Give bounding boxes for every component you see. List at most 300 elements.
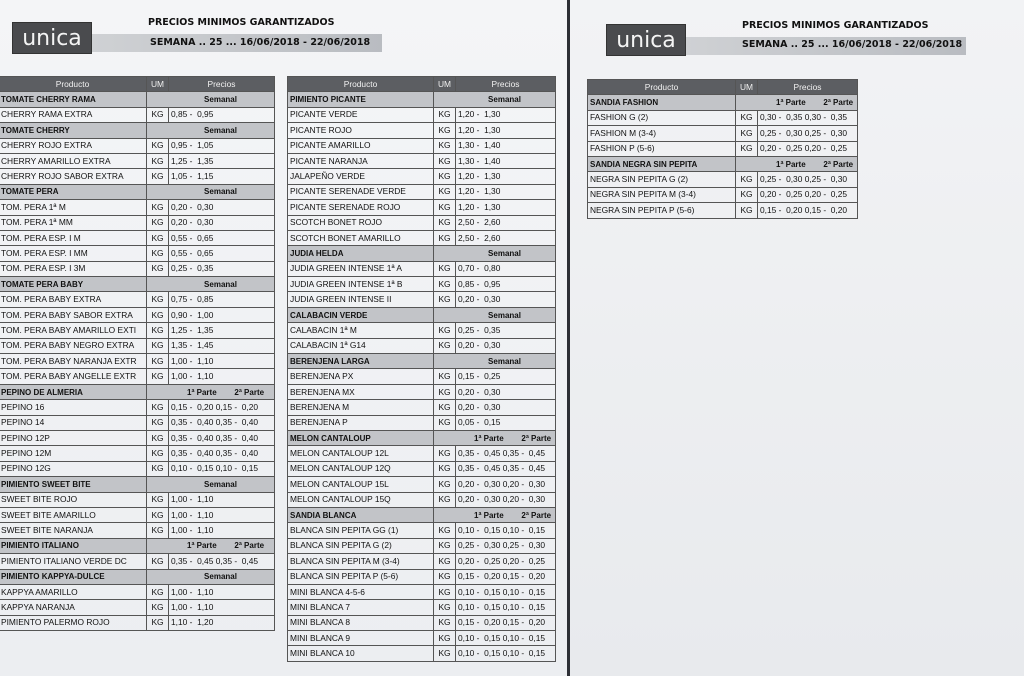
product-name: MELON CANTALOUP 12Q	[288, 461, 434, 476]
product-name: FASHION P (5-6)	[588, 141, 736, 156]
table-row	[288, 523, 556, 538]
table-row	[288, 107, 556, 122]
product-name: CALABACIN 1ª M	[288, 323, 434, 338]
section-label: Semanal	[147, 569, 275, 584]
product-name: MINI BLANCA 4-5-6	[288, 584, 434, 599]
product-name: SWEET BITE ROJO	[0, 492, 147, 507]
unit: KG	[434, 261, 456, 276]
price-range: 0,20 - 0,30	[169, 200, 275, 215]
product-name: BERENJENA MX	[288, 384, 434, 399]
product-name: JUDIA GREEN INTENSE 1ª A	[288, 261, 434, 276]
unit: KG	[147, 153, 169, 168]
product-name: BERENJENA P	[288, 415, 434, 430]
product-name: PICANTE AMARILLO	[288, 138, 434, 153]
section-label: 1ª Parte 2ª Parte	[147, 538, 275, 553]
product-name: MINI BLANCA 10	[288, 646, 434, 661]
product-name: JUDIA GREEN INTENSE II	[288, 292, 434, 307]
table-row	[288, 323, 556, 338]
unit: KG	[434, 461, 456, 476]
price-range: 0,20 - 0,30 0,20 - 0,30	[456, 492, 556, 507]
section-label: Semanal	[147, 477, 275, 492]
column-header-producto: Producto	[0, 77, 147, 92]
table-row	[0, 323, 275, 338]
price-range: 2,50 - 2,60	[456, 230, 556, 245]
price-range: 0,30 - 0,35 0,30 - 0,35	[758, 110, 858, 125]
product-name: MELON CANTALOUP 12L	[288, 446, 434, 461]
unit: KG	[147, 200, 169, 215]
table-row	[0, 430, 275, 445]
table-row	[0, 369, 275, 384]
table-row	[288, 200, 556, 215]
table-row	[0, 246, 275, 261]
price-range: 0,75 - 0,85	[169, 292, 275, 307]
price-range: 0,35 - 0,40 0,35 - 0,40	[169, 446, 275, 461]
price-range: 0,10 - 0,15 0,10 - 0,15	[456, 600, 556, 615]
unit: KG	[147, 507, 169, 522]
price-range: 1,00 - 1,10	[169, 354, 275, 369]
section-name: PIMIENTO ITALIANO	[0, 538, 147, 553]
product-name: MELON CANTALOUP 15Q	[288, 492, 434, 507]
section-header-row	[288, 246, 556, 261]
table-row	[288, 277, 556, 292]
unit: KG	[736, 187, 758, 202]
product-name: TOM. PERA 1ª MM	[0, 215, 147, 230]
table-row	[288, 461, 556, 476]
table-row	[0, 600, 275, 615]
unit: KG	[434, 277, 456, 292]
table-row	[288, 554, 556, 569]
product-name: PICANTE SERENADE VERDE	[288, 184, 434, 199]
unit: KG	[434, 200, 456, 215]
product-name: BERENJENA M	[288, 400, 434, 415]
table-row	[288, 400, 556, 415]
section-header-row	[0, 92, 275, 107]
price-range: 0,25 - 0,30 0,25 - 0,30	[456, 538, 556, 553]
section-name: PIMIENTO PICANTE	[288, 92, 434, 107]
column-header-um: UM	[147, 77, 169, 92]
unit: KG	[736, 203, 758, 218]
product-name: CHERRY ROJO EXTRA	[0, 138, 147, 153]
price-range: 1,30 - 1,40	[456, 153, 556, 168]
table-row	[288, 538, 556, 553]
unit: KG	[434, 215, 456, 230]
week-range: SEMANA .. 25 ... 16/06/2018 - 22/06/2018	[742, 39, 963, 50]
table-row	[0, 492, 275, 507]
price-range: 1,00 - 1,10	[169, 584, 275, 599]
unit: KG	[147, 246, 169, 261]
section-name: PIMIENTO KAPPYA-DULCE	[0, 569, 147, 584]
table-row	[288, 215, 556, 230]
unit: KG	[434, 230, 456, 245]
sheet-title: PRECIOS MINIMOS GARANTIZADOS	[148, 17, 335, 28]
unit: KG	[147, 430, 169, 445]
price-range: 0,35 - 0,45 0,35 - 0,45	[169, 554, 275, 569]
section-label: Semanal	[147, 277, 275, 292]
product-name: KAPPYA AMARILLO	[0, 584, 147, 599]
unit: KG	[434, 138, 456, 153]
price-table-3	[587, 79, 858, 219]
unit: KG	[434, 569, 456, 584]
table-row	[0, 461, 275, 476]
product-name: BLANCA SIN PEPITA G (2)	[288, 538, 434, 553]
price-range: 1,00 - 1,10	[169, 507, 275, 522]
table-row	[0, 415, 275, 430]
table-row	[288, 169, 556, 184]
price-range: 1,20 - 1,30	[456, 184, 556, 199]
table-row	[0, 200, 275, 215]
section-name: PIMIENTO SWEET BITE	[0, 477, 147, 492]
price-range: 0,10 - 0,15 0,10 - 0,15	[456, 646, 556, 661]
unit: KG	[147, 169, 169, 184]
product-name: CALABACIN 1ª G14	[288, 338, 434, 353]
section-name: BERENJENA LARGA	[288, 354, 434, 369]
product-name: MELON CANTALOUP 15L	[288, 477, 434, 492]
unit: KG	[434, 600, 456, 615]
product-name: KAPPYA NARANJA	[0, 600, 147, 615]
table-row	[288, 415, 556, 430]
section-header-row	[0, 538, 275, 553]
table-row	[588, 187, 858, 202]
unit: KG	[147, 230, 169, 245]
product-name: TOM. PERA ESP. I 3M	[0, 261, 147, 276]
price-range: 0,90 - 1,00	[169, 307, 275, 322]
column-header-precios: Precios	[456, 77, 556, 92]
price-range: 0,05 - 0,15	[456, 415, 556, 430]
section-header-row	[0, 477, 275, 492]
column-header-producto: Producto	[288, 77, 434, 92]
table-row	[588, 203, 858, 218]
table-row	[288, 138, 556, 153]
section-label: Semanal	[434, 307, 556, 322]
price-range: 0,20 - 0,25 0,20 - 0,25	[758, 187, 858, 202]
product-name: CHERRY ROJO SABOR EXTRA	[0, 169, 147, 184]
section-name: SANDIA NEGRA SIN PEPITA	[588, 156, 736, 171]
product-name: BLANCA SIN PEPITA M (3-4)	[288, 554, 434, 569]
price-range: 0,15 - 0,20 0,15 - 0,20	[456, 615, 556, 630]
table-row	[288, 153, 556, 168]
price-sheet-page-2	[570, 0, 1024, 676]
unit: KG	[147, 554, 169, 569]
price-range: 0,85 - 0,95	[169, 107, 275, 122]
table-row	[0, 292, 275, 307]
table-row	[288, 646, 556, 661]
unit: KG	[434, 446, 456, 461]
price-range: 0,20 - 0,30	[456, 292, 556, 307]
product-name: FASHION G (2)	[588, 110, 736, 125]
section-label: Semanal	[434, 354, 556, 369]
table-row	[0, 215, 275, 230]
price-range: 0,20 - 0,30	[456, 338, 556, 353]
product-name: PEPINO 12M	[0, 446, 147, 461]
column-header-producto: Producto	[588, 80, 736, 95]
section-label: 1ª Parte 2ª Parte	[434, 430, 556, 445]
table-row	[0, 446, 275, 461]
unit: KG	[147, 600, 169, 615]
unit: KG	[147, 400, 169, 415]
unit: KG	[434, 369, 456, 384]
price-range: 1,05 - 1,15	[169, 169, 275, 184]
unit: KG	[434, 477, 456, 492]
section-header-row	[288, 507, 556, 522]
product-name: MINI BLANCA 8	[288, 615, 434, 630]
unit: KG	[434, 554, 456, 569]
table-row	[0, 554, 275, 569]
price-range: 0,20 - 0,30	[169, 215, 275, 230]
table-row	[288, 477, 556, 492]
product-name: PICANTE ROJO	[288, 123, 434, 138]
product-name: TOM. PERA BABY ANGELLE EXTR	[0, 369, 147, 384]
section-label: 1ª Parte 2ª Parte	[434, 507, 556, 522]
price-range: 0,10 - 0,15 0,10 - 0,15	[456, 584, 556, 599]
product-name: TOM. PERA 1ª M	[0, 200, 147, 215]
price-range: 0,10 - 0,15 0,10 - 0,15	[456, 523, 556, 538]
product-name: NEGRA SIN PEPITA P (5-6)	[588, 203, 736, 218]
product-name: TOM. PERA BABY EXTRA	[0, 292, 147, 307]
price-range: 1,00 - 1,10	[169, 600, 275, 615]
section-name: TOMATE CHERRY RAMA	[0, 92, 147, 107]
price-table-1	[0, 76, 275, 631]
price-range: 0,35 - 0,45 0,35 - 0,45	[456, 461, 556, 476]
price-range: 0,95 - 1,05	[169, 138, 275, 153]
unit: KG	[434, 123, 456, 138]
section-header-row	[0, 384, 275, 399]
unit: KG	[434, 169, 456, 184]
price-range: 1,30 - 1,40	[456, 138, 556, 153]
unit: KG	[147, 338, 169, 353]
column-header-um: UM	[736, 80, 758, 95]
product-name: CHERRY AMARILLO EXTRA	[0, 153, 147, 168]
unit: KG	[147, 307, 169, 322]
table-row	[0, 307, 275, 322]
unit: KG	[434, 323, 456, 338]
unica-logo: unica	[606, 24, 686, 56]
product-name: TOM. PERA BABY SABOR EXTRA	[0, 307, 147, 322]
unit: KG	[434, 292, 456, 307]
product-name: BERENJENA PX	[288, 369, 434, 384]
section-name: TOMATE PERA BABY	[0, 277, 147, 292]
section-name: CALABACIN VERDE	[288, 307, 434, 322]
table-row	[0, 138, 275, 153]
price-range: 0,25 - 0,30 0,25 - 0,30	[758, 172, 858, 187]
product-name: PIMIENTO PALERMO ROJO	[0, 615, 147, 630]
product-name: TOM. PERA BABY NEGRO EXTRA	[0, 338, 147, 353]
unit: KG	[147, 415, 169, 430]
price-range: 1,20 - 1,30	[456, 107, 556, 122]
product-name: BLANCA SIN PEPITA P (5-6)	[288, 569, 434, 584]
section-label: 1ª Parte 2ª Parte	[147, 384, 275, 399]
table-row	[0, 261, 275, 276]
price-range: 1,00 - 1,10	[169, 523, 275, 538]
unit: KG	[434, 584, 456, 599]
table-row	[288, 261, 556, 276]
table-row	[0, 615, 275, 630]
table-row	[288, 123, 556, 138]
section-name: SANDIA BLANCA	[288, 507, 434, 522]
table-row	[0, 107, 275, 122]
table-row	[288, 569, 556, 584]
unit: KG	[434, 415, 456, 430]
unit: KG	[434, 523, 456, 538]
price-range: 0,20 - 0,25 0,20 - 0,25	[758, 141, 858, 156]
price-range: 1,25 - 1,35	[169, 153, 275, 168]
table-row	[588, 126, 858, 141]
price-range: 0,20 - 0,30	[456, 400, 556, 415]
section-label: Semanal	[434, 92, 556, 107]
price-range: 0,35 - 0,40 0,35 - 0,40	[169, 415, 275, 430]
product-name: PICANTE SERENADE ROJO	[288, 200, 434, 215]
price-range: 1,20 - 1,30	[456, 123, 556, 138]
section-label: Semanal	[434, 246, 556, 261]
unit: KG	[434, 492, 456, 507]
table-row	[0, 354, 275, 369]
unit: KG	[147, 261, 169, 276]
product-name: PEPINO 16	[0, 400, 147, 415]
unit: KG	[147, 107, 169, 122]
price-range: 0,35 - 0,45 0,35 - 0,45	[456, 446, 556, 461]
table-header-row	[588, 80, 858, 95]
product-name: PICANTE NARANJA	[288, 153, 434, 168]
section-name: SANDIA FASHION	[588, 95, 736, 110]
price-range: 0,15 - 0,25	[456, 369, 556, 384]
price-range: 0,25 - 0,35	[456, 323, 556, 338]
section-name: MELON CANTALOUP	[288, 430, 434, 445]
unit: KG	[434, 615, 456, 630]
price-range: 0,20 - 0,30	[456, 384, 556, 399]
section-name: TOMATE CHERRY	[0, 123, 147, 138]
unit: KG	[147, 292, 169, 307]
product-name: PEPINO 14	[0, 415, 147, 430]
table-row	[0, 584, 275, 599]
table-row	[288, 384, 556, 399]
unit: KG	[147, 523, 169, 538]
product-name: BLANCA SIN PEPITA GG (1)	[288, 523, 434, 538]
unit: KG	[434, 631, 456, 646]
product-name: PEPINO 12P	[0, 430, 147, 445]
unit: KG	[147, 492, 169, 507]
product-name: TOM. PERA BABY NARANJA EXTR	[0, 354, 147, 369]
table-row	[288, 492, 556, 507]
table-row	[288, 631, 556, 646]
section-label: 1ª Parte 2ª Parte	[736, 156, 858, 171]
table-row	[588, 110, 858, 125]
unit: KG	[736, 172, 758, 187]
price-range: 0,20 - 0,30 0,20 - 0,30	[456, 477, 556, 492]
table-row	[288, 615, 556, 630]
unit: KG	[147, 369, 169, 384]
column-header-um: UM	[434, 77, 456, 92]
table-row	[0, 523, 275, 538]
unit: KG	[434, 646, 456, 661]
unit: KG	[736, 110, 758, 125]
unit: KG	[434, 153, 456, 168]
unit: KG	[434, 107, 456, 122]
section-header-row	[0, 277, 275, 292]
price-range: 0,15 - 0,20 0,15 - 0,20	[169, 400, 275, 415]
section-header-row	[0, 123, 275, 138]
section-header-row	[588, 156, 858, 171]
table-row	[0, 400, 275, 415]
unit: KG	[434, 184, 456, 199]
product-name: PIMIENTO ITALIANO VERDE DC	[0, 554, 147, 569]
table-header-row	[288, 77, 556, 92]
product-name: JALAPEÑO VERDE	[288, 169, 434, 184]
unit: KG	[147, 584, 169, 599]
unit: KG	[434, 400, 456, 415]
table-row	[288, 369, 556, 384]
price-range: 0,25 - 0,35	[169, 261, 275, 276]
table-row	[288, 446, 556, 461]
section-header-row	[288, 354, 556, 369]
table-row	[0, 338, 275, 353]
price-range: 1,10 - 1,20	[169, 615, 275, 630]
product-name: MINI BLANCA 7	[288, 600, 434, 615]
table-row	[288, 292, 556, 307]
unit: KG	[147, 323, 169, 338]
price-range: 0,15 - 0,20 0,15 - 0,20	[456, 569, 556, 584]
table-header-row	[0, 77, 275, 92]
unit: KG	[147, 215, 169, 230]
price-range: 1,25 - 1,35	[169, 323, 275, 338]
section-label: Semanal	[147, 184, 275, 199]
column-header-precios: Precios	[758, 80, 858, 95]
product-name: SWEET BITE AMARILLO	[0, 507, 147, 522]
price-range: 0,85 - 0,95	[456, 277, 556, 292]
price-range: 0,55 - 0,65	[169, 230, 275, 245]
unica-logo: unica	[12, 22, 92, 54]
table-row	[0, 169, 275, 184]
table-row	[588, 172, 858, 187]
product-name: TOM. PERA BABY AMARILLO EXTI	[0, 323, 147, 338]
table-row	[288, 600, 556, 615]
product-name: TOM. PERA ESP. I M	[0, 230, 147, 245]
section-name: JUDIA HELDA	[288, 246, 434, 261]
product-name: PEPINO 12G	[0, 461, 147, 476]
table-row	[0, 230, 275, 245]
price-table-2	[287, 76, 556, 662]
product-name: NEGRA SIN PEPITA M (3-4)	[588, 187, 736, 202]
unit: KG	[736, 126, 758, 141]
price-range: 0,55 - 0,65	[169, 246, 275, 261]
price-range: 2,50 - 2,60	[456, 215, 556, 230]
section-name: PEPINO DE ALMERIA	[0, 384, 147, 399]
table-row	[0, 507, 275, 522]
unit: KG	[736, 141, 758, 156]
section-name: TOMATE PERA	[0, 184, 147, 199]
price-range: 1,00 - 1,10	[169, 492, 275, 507]
product-name: SCOTCH BONET AMARILLO	[288, 230, 434, 245]
table-row	[288, 584, 556, 599]
section-header-row	[288, 430, 556, 445]
price-range: 1,00 - 1,10	[169, 369, 275, 384]
week-range: SEMANA .. 25 ... 16/06/2018 - 22/06/2018	[150, 37, 371, 48]
unit: KG	[147, 461, 169, 476]
product-name: SCOTCH BONET ROJO	[288, 215, 434, 230]
product-name: NEGRA SIN PEPITA G (2)	[588, 172, 736, 187]
price-range: 0,25 - 0,30 0,25 - 0,30	[758, 126, 858, 141]
unit: KG	[434, 538, 456, 553]
column-header-precios: Precios	[169, 77, 275, 92]
section-label: Semanal	[147, 92, 275, 107]
unit: KG	[147, 138, 169, 153]
price-range: 0,70 - 0,80	[456, 261, 556, 276]
price-range: 0,20 - 0,25 0,20 - 0,25	[456, 554, 556, 569]
product-name: TOM. PERA ESP. I MM	[0, 246, 147, 261]
table-row	[288, 230, 556, 245]
unit: KG	[147, 615, 169, 630]
product-name: MINI BLANCA 9	[288, 631, 434, 646]
section-header-row	[288, 307, 556, 322]
section-header-row	[0, 569, 275, 584]
